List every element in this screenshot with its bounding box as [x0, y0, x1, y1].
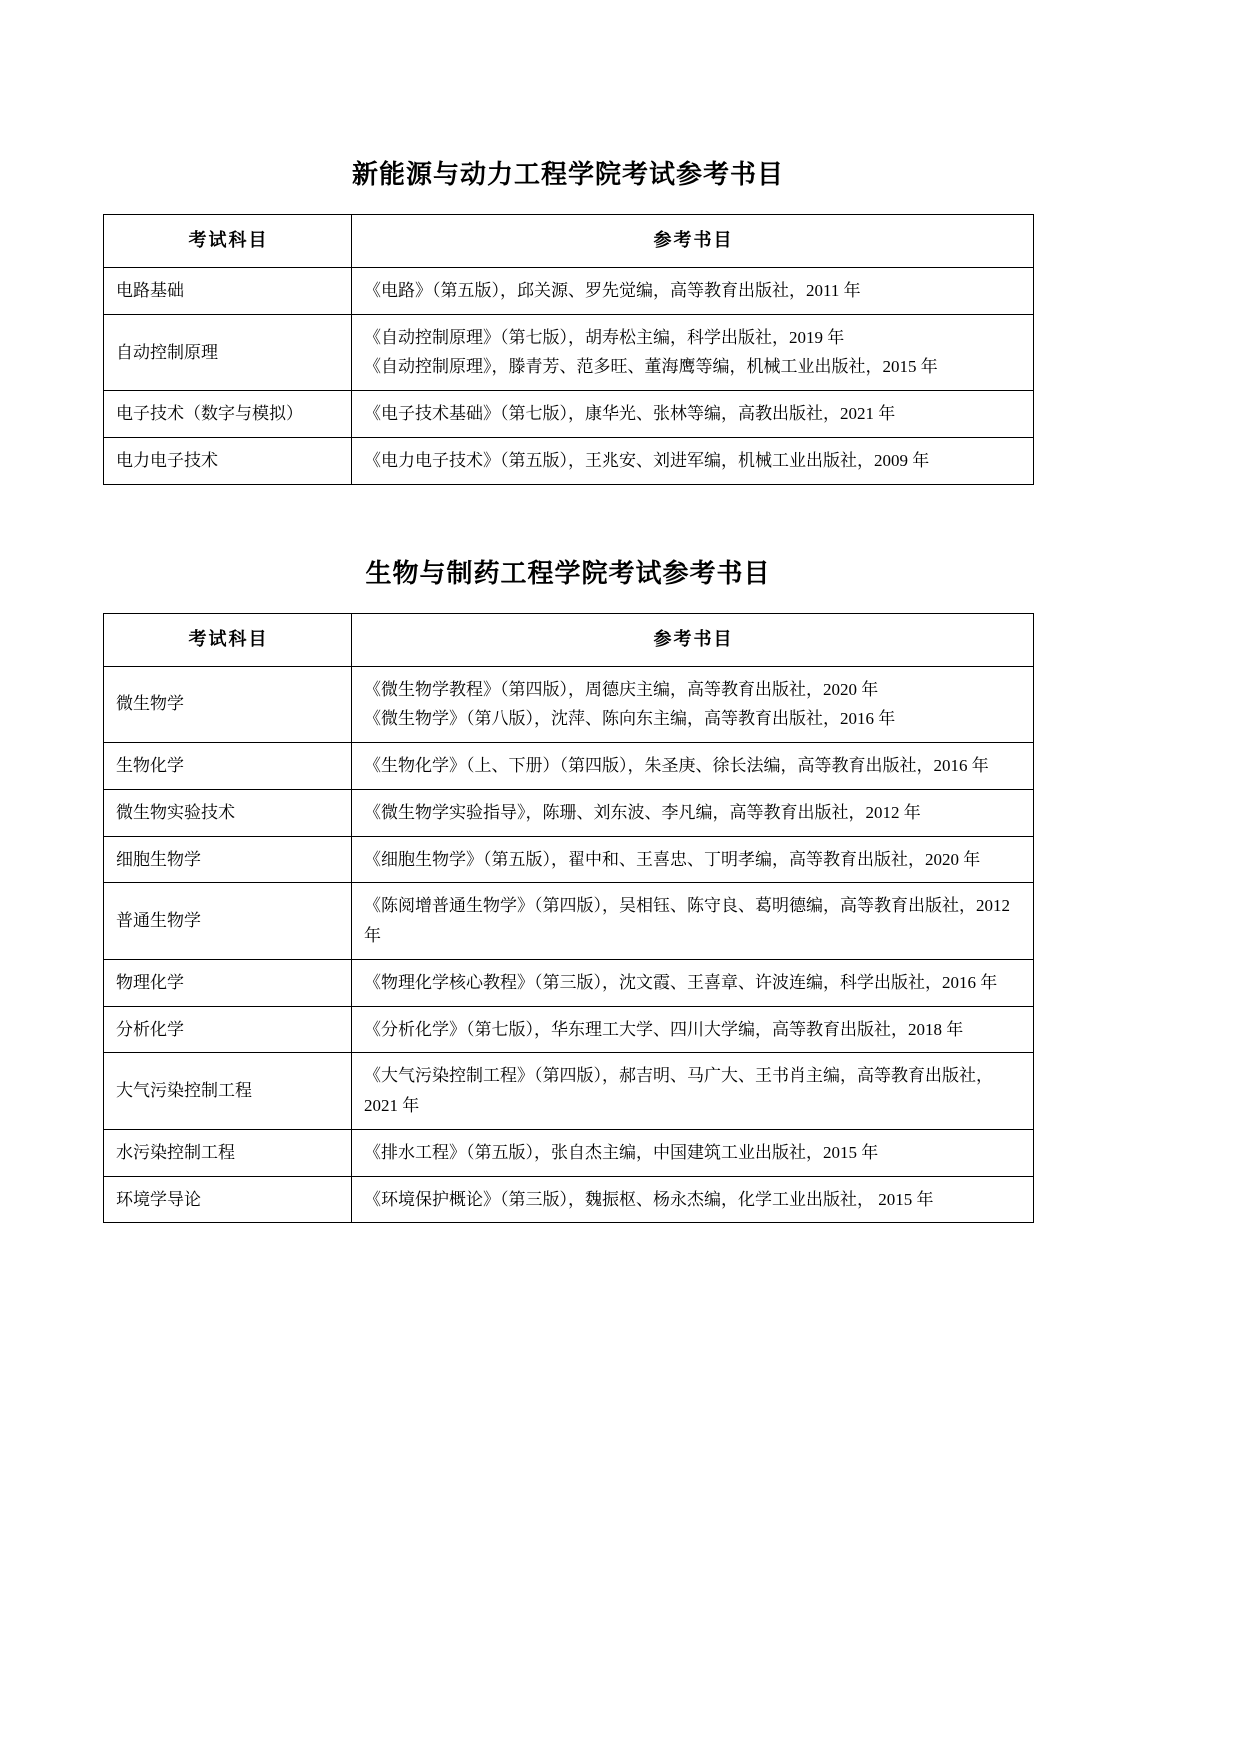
cell-subject: 电路基础 — [104, 267, 352, 314]
cell-subject: 电子技术（数字与模拟） — [104, 391, 352, 438]
book-entry: 《分析化学》（第七版），华东理工大学、四川大学编，高等教育出版社，2018 年 — [364, 1019, 964, 1039]
cell-books — [352, 1176, 1034, 1223]
cell-books — [352, 789, 1034, 836]
column-header-subject: 考试科目 — [104, 215, 352, 268]
cell-books — [352, 267, 1034, 314]
cell-subject: 电力电子技术 — [104, 437, 352, 484]
cell-subject: 微生物实验技术 — [104, 789, 352, 836]
cell-books — [352, 437, 1034, 484]
book-entry: 《排水工程》（第五版），张自杰主编，中国建筑工业出版社，2015 年 — [364, 1142, 879, 1162]
table-header-row — [104, 215, 1034, 268]
table-row — [104, 1176, 1034, 1223]
cell-subject: 生物化学 — [104, 743, 352, 790]
book-entry: 《电力电子技术》（第五版），王兆安、刘进军编，机械工业出版社，2009 年 — [364, 450, 930, 470]
book-entry: 《微生物学教程》（第四版），周德庆主编，高等教育出版社，2020 年 — [364, 679, 879, 699]
section-title-new-energy: 新能源与动力工程学院考试参考书目 — [351, 159, 784, 189]
cell-subject: 普通生物学 — [104, 883, 352, 960]
table-header-row — [104, 614, 1034, 667]
cell-books — [352, 883, 1034, 960]
cell-books — [352, 1129, 1034, 1176]
table-row — [104, 314, 1034, 391]
table-row — [104, 1053, 1034, 1130]
cell-books — [352, 743, 1034, 790]
table-row — [104, 1006, 1034, 1053]
book-entry: 《环境保护概论》（第三版），魏振枢、杨永杰编，化学工业出版社， 2015 年 — [364, 1189, 934, 1209]
book-entry: 《陈阅增普通生物学》（第四版），吴相钰、陈守良、葛明德编，高等教育出版社，2012 年 — [364, 896, 1010, 946]
table-row — [104, 959, 1034, 1006]
column-header-books: 参考书目 — [352, 215, 1034, 268]
book-entry: 《大气污染控制工程》（第四版），郝吉明、马广大、王书肖主编，高等教育出版社，2021 年 — [364, 1066, 993, 1116]
cell-subject: 水污染控制工程 — [104, 1129, 352, 1176]
table-row — [104, 836, 1034, 883]
table-row — [104, 666, 1034, 743]
book-entry: 《自动控制原理》，滕青芳、范多旺、董海鹰等编，机械工业出版社，2015 年 — [364, 357, 938, 377]
reference-table-new-energy — [103, 214, 1034, 484]
table-row — [104, 391, 1034, 438]
book-entry: 《微生物学实验指导》，陈珊、刘东波、李凡编，高等教育出版社，2012 年 — [364, 802, 921, 822]
table-row — [104, 743, 1034, 790]
book-entry: 《自动控制原理》（第七版），胡寿松主编，科学出版社，2019 年 — [364, 327, 845, 347]
cell-subject: 细胞生物学 — [104, 836, 352, 883]
reference-table-bio-pharma — [103, 613, 1034, 1223]
table-row — [104, 789, 1034, 836]
cell-books — [352, 1053, 1034, 1130]
cell-subject: 自动控制原理 — [104, 314, 352, 391]
table-row — [104, 883, 1034, 960]
cell-books — [352, 314, 1034, 391]
book-entry: 《微生物学》（第八版），沈萍、陈向东主编，高等教育出版社，2016 年 — [364, 709, 896, 729]
table-row — [104, 267, 1034, 314]
section-title-bio-pharma: 生物与制药工程学院考试参考书目 — [365, 557, 771, 588]
column-header-subject: 考试科目 — [104, 614, 352, 667]
cell-subject: 分析化学 — [104, 1006, 352, 1053]
book-entry: 《生物化学》（上、下册）（第四版），朱圣庚、徐长法编，高等教育出版社，2016 年 — [364, 756, 989, 776]
cell-subject: 微生物学 — [104, 666, 352, 743]
column-header-books: 参考书目 — [352, 614, 1034, 667]
cell-books — [352, 836, 1034, 883]
book-entry: 《电路》（第五版），邱关源、罗先觉编，高等教育出版社，2011 年 — [364, 280, 861, 300]
cell-books — [352, 959, 1034, 1006]
table-row — [104, 1129, 1034, 1176]
book-entry: 《电子技术基础》（第七版），康华光、张林等编，高教出版社，2021 年 — [364, 404, 896, 424]
cell-subject: 环境学导论 — [104, 1176, 352, 1223]
cell-subject: 大气污染控制工程 — [104, 1053, 352, 1130]
table-row — [104, 437, 1034, 484]
cell-books — [352, 1006, 1034, 1053]
cell-books — [352, 666, 1034, 743]
book-entry: 《物理化学核心教程》（第三版），沈文霞、王喜章、许波连编，科学出版社，2016 年 — [364, 972, 998, 992]
cell-subject: 物理化学 — [104, 959, 352, 1006]
book-entry: 《细胞生物学》（第五版），翟中和、王喜忠、丁明孝编，高等教育出版社，2020 年 — [364, 849, 981, 869]
document-content — [103, 130, 1033, 1223]
cell-books — [352, 391, 1034, 438]
